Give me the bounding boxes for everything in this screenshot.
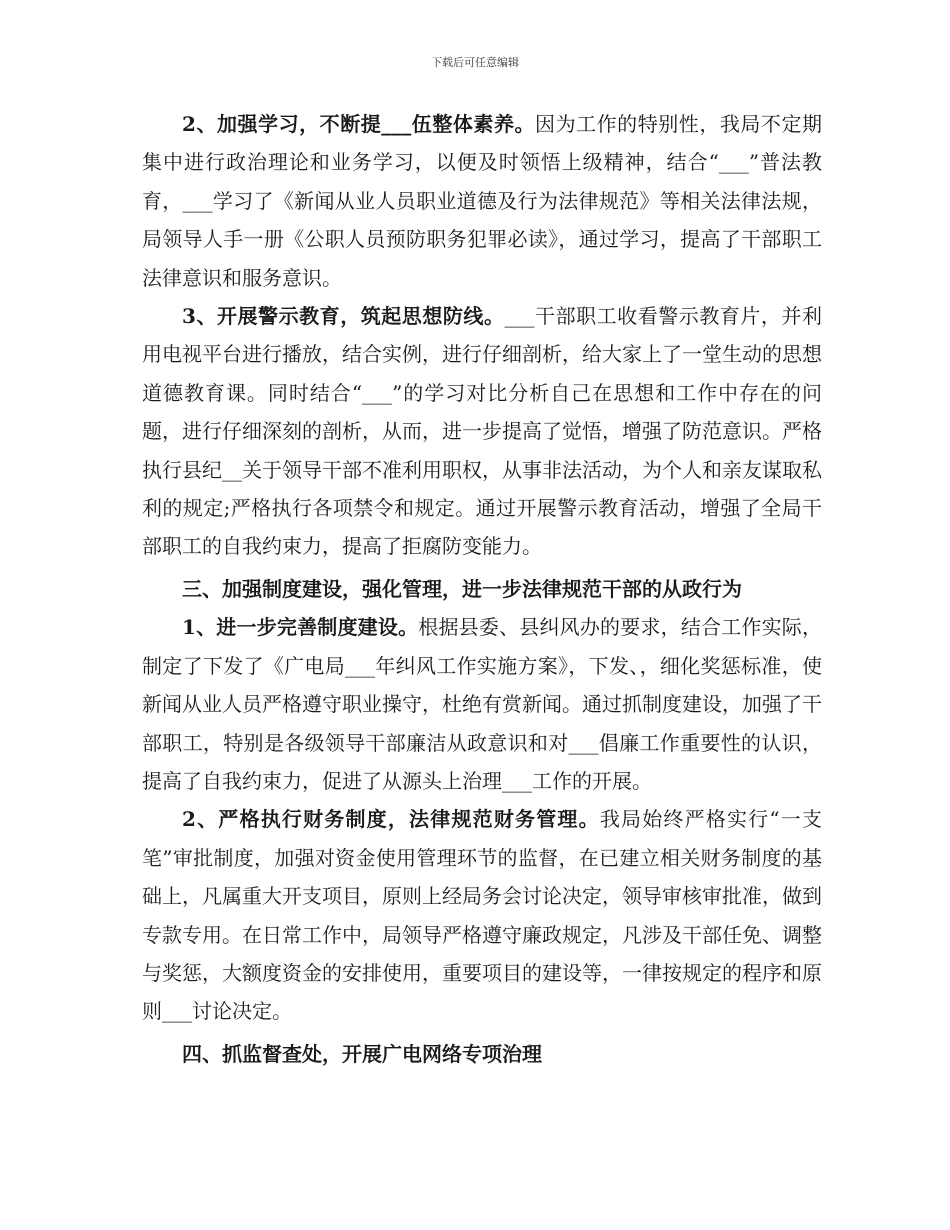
section-heading-4: 四、抓监督查处，开展广电网络专项治理 [182, 1041, 542, 1066]
paragraph-lead: 3、开展警示教育，筑起思想防线。 [182, 304, 505, 329]
paragraph-text: 因为工作的特别性，我局不定期集中进行政治理论和业务学习，以便及时领悟上级精神，结合“___”普法教育，___学习了《新闻从业人员职业道德及行为法律规范》等相关法律法规，局领导人手一册《公职人员预防职务犯罪必读》，通过学习，提高了干部职工法律意识和服务意识。 [142, 112, 822, 290]
paragraph-study [142, 105, 822, 297]
paragraph-text: 根据县委、县纠风办的要求，结合工作实际，制定了下发了《广电局___年纠风工作实施方案》，下发、，细化奖惩标准，使新闻从业人员严格遵守职业操守，杜绝有赏新闻。通过抓制度建设，加强了干部职工，特别是各级领导干部廉洁从政意识和对___倡廉工作重要性的认识，提高了自我约束力，促进了从源头上治理___工作的开展。 [142, 615, 823, 793]
paragraph-finance [142, 800, 822, 1030]
paragraph-text: 我局始终严格实行“一支笔”审批制度，加强对资金使用管理环节的监督，在已建立相关财务制度的基础上，凡属重大开支项目，原则上经局务会讨论决定，领导审核审批准，做到专款专用。在日常工作中，局领导严格遵守廉政规定，凡涉及干部任免、调整与奖惩，大额度资金的安排使用，重要项目的建设等，一律按规定的程序和原则___讨论决定。 [142, 807, 822, 1024]
document-body [142, 105, 822, 1073]
paragraph-lead: 1、进一步完善制度建设。 [182, 615, 419, 640]
page-header: 下载后可任意编辑 [431, 56, 519, 69]
paragraph-lead: 2、严格执行财务制度，法律规范财务管理。 [182, 807, 600, 832]
paragraph-lead: 2、加强学习，不断提___伍整体素养。 [182, 112, 536, 136]
paragraph-warning-education [142, 297, 822, 566]
section-heading-3: 三、加强制度建设，强化管理，进一步法律规范干部的从政行为 [182, 576, 742, 601]
paragraph-text: ___干部职工收看警示教育片，并利用电视平台进行播放，结合实例，进行仔细剖析，给大家上了一堂生动的思想道德教育课。同时结合“___”的学习对比分析自己在思想和工作中存在的问题，进行仔细深刻的剖析，从而，进一步提高了觉悟，增强了防范意识。严格执行县纪__关于领导干部不准利用职权，从事非法活动，为个人和亲友谋取私利的规定;严格执行各项禁令和规定。通过开展警示教育活动，增强了全局干部职工的自我约束力，提高了拒腐防变能力。 [142, 304, 823, 559]
paragraph-system-building [142, 608, 822, 800]
